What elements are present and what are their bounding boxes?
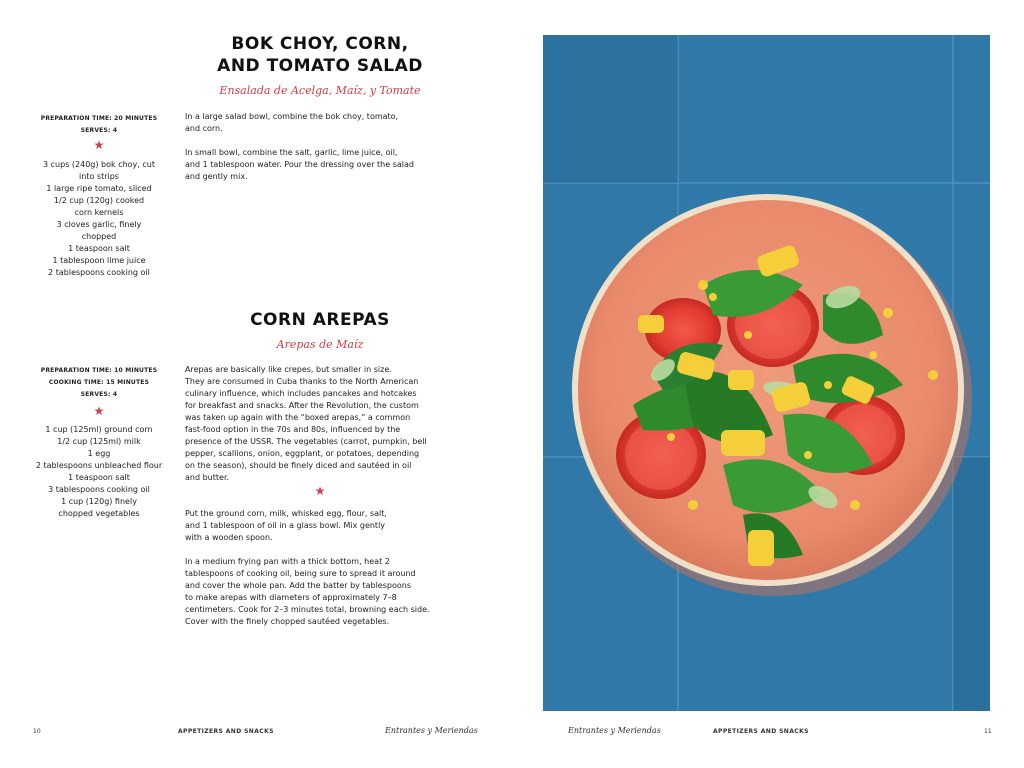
footer-section-right: APPETIZERS AND SNACKS [713,728,809,735]
cooking-time: COOKING TIME: 15 MINUTES [48,379,150,386]
instruction-step [185,147,455,183]
ingredient-item: corn kernels [74,208,124,217]
text-line: with a wooden spoon. [185,533,273,542]
ingredient-item: 2 tablespoons unbleached flour [35,461,163,470]
text-line: pepper, scallions, onion, eggplant, or potatoes, depending [185,449,420,458]
page-number-right: 11 [984,728,992,735]
prep-time: PREPARATION TIME: 10 MINUTES [40,367,158,374]
ingredient-item: chopped [81,232,117,241]
ingredient-item: 1/2 cup (125ml) milk [57,437,141,446]
text-line: culinary influence, which includes pancakes and hotcakes [185,389,417,398]
text-line: fast-food option in the 70s and 80s, influenced by the [185,425,401,434]
serves: SERVES: 4 [80,391,118,398]
ingredient-item: chopped vegetables [58,509,140,518]
ingredient-item: 3 cloves garlic, finely [56,220,142,229]
text-line: and gently mix. [185,172,248,181]
recipe-intro [185,364,460,496]
text-line: and 1 tablespoon of oil in a glass bowl. Mix gently [185,521,386,530]
intro-paragraph [185,364,460,484]
footer-script-left: Entrantes y Meriendas [385,726,478,735]
text-line: Put the ground corn, milk, whisked egg, flour, salt, [185,509,387,518]
recipe-meta [30,365,168,401]
text-line: and corn. [185,124,223,133]
text-line: tablespoons of cooking oil, being sure to spread it around [185,569,416,578]
salad-photo [543,35,990,711]
text-line: In small bowl, combine the salt, garlic, lime juice, oil, [185,148,398,157]
ingredient-item: 1 tablespoon lime juice [52,256,146,265]
ingredient-item: 1 egg [87,449,111,458]
ingredient-list [30,159,168,279]
text-line: for breakfast and snacks. After the Revolution, the custom [185,401,419,410]
ingredient-item: 3 tablespoons cooking oil [48,485,150,494]
ingredient-item: 2 tablespoons cooking oil [48,268,150,277]
text-line: and cover the whole pan. Add the batter by tablespoons [185,581,411,590]
ingredient-item: 1 teaspoon salt [68,473,130,482]
text-line: and 1 tablespoon water. Pour the dressing over the salad [185,160,414,169]
recipe-instructions [185,111,455,195]
text-line: In a large salad bowl, combine the bok choy, tomato, [185,112,399,121]
salad-photo-illustration [543,35,990,711]
star-divider-icon: ★ [93,404,105,418]
ingredient-item: 1 large ripe tomato, sliced [46,184,152,193]
instruction-step [185,508,460,544]
serves: SERVES: 4 [80,127,118,134]
text-line: on the season), should be finely diced and sautéed in oil [185,461,412,470]
text-line: centimeters. Cook for 2–3 minutes total, browning each side. [185,605,430,614]
text-line: They are consumed in Cuba thanks to the North American [185,377,419,386]
text-line: In a medium frying pan with a thick bottom, heat 2 [185,557,390,566]
ingredient-item: 1 cup (120g) finely [61,497,137,506]
prep-time: PREPARATION TIME: 20 MINUTES [40,115,158,122]
recipe-title-line-2: AND TOMATO SALAD [217,56,423,76]
star-divider-icon: ★ [93,138,105,152]
ingredient-item: 1 cup (125ml) ground corn [45,425,153,434]
text-line: was taken up again with the “boxed arepas,” a common [185,413,411,422]
recipe-title-corn-arepas: CORN AREPAS [250,310,390,330]
ingredient-item: 1 teaspoon salt [68,244,130,253]
text-line: presence of the USSR. The vegetables (carrot, pumpkin, bell [185,437,427,446]
recipe-subtitle-spanish: Arepas de Maíz [276,338,364,351]
recipe-title-line-1: BOK CHOY, CORN, [231,34,409,54]
text-line: and butter. [185,473,230,482]
page-number-left: 10 [33,728,41,735]
instruction-step [185,556,460,628]
recipe-subtitle-spanish: Ensalada de Acelga, Maíz, y Tomate [219,84,421,97]
text-line: Cover with the finely chopped sautéed vegetables. [185,617,390,626]
footer-section-left: APPETIZERS AND SNACKS [178,728,274,735]
footer-script-right: Entrantes y Meriendas [568,726,661,735]
text-line: Arepas are basically like crepes, but smaller in size. [185,365,392,374]
text-line: to make arepas with diameters of approximately 7–8 [185,593,397,602]
recipe-meta [30,113,168,137]
recipe-title-bok-choy [190,33,450,77]
ingredient-item: 1/2 cup (120g) cooked [53,196,145,205]
instruction-step [185,111,455,135]
ingredient-item: into strips [79,172,119,181]
ingredient-list [30,424,168,520]
star-divider-icon: ★ [314,484,326,498]
recipe-instructions [185,508,460,640]
ingredient-item: 3 cups (240g) bok choy, cut [43,160,155,169]
